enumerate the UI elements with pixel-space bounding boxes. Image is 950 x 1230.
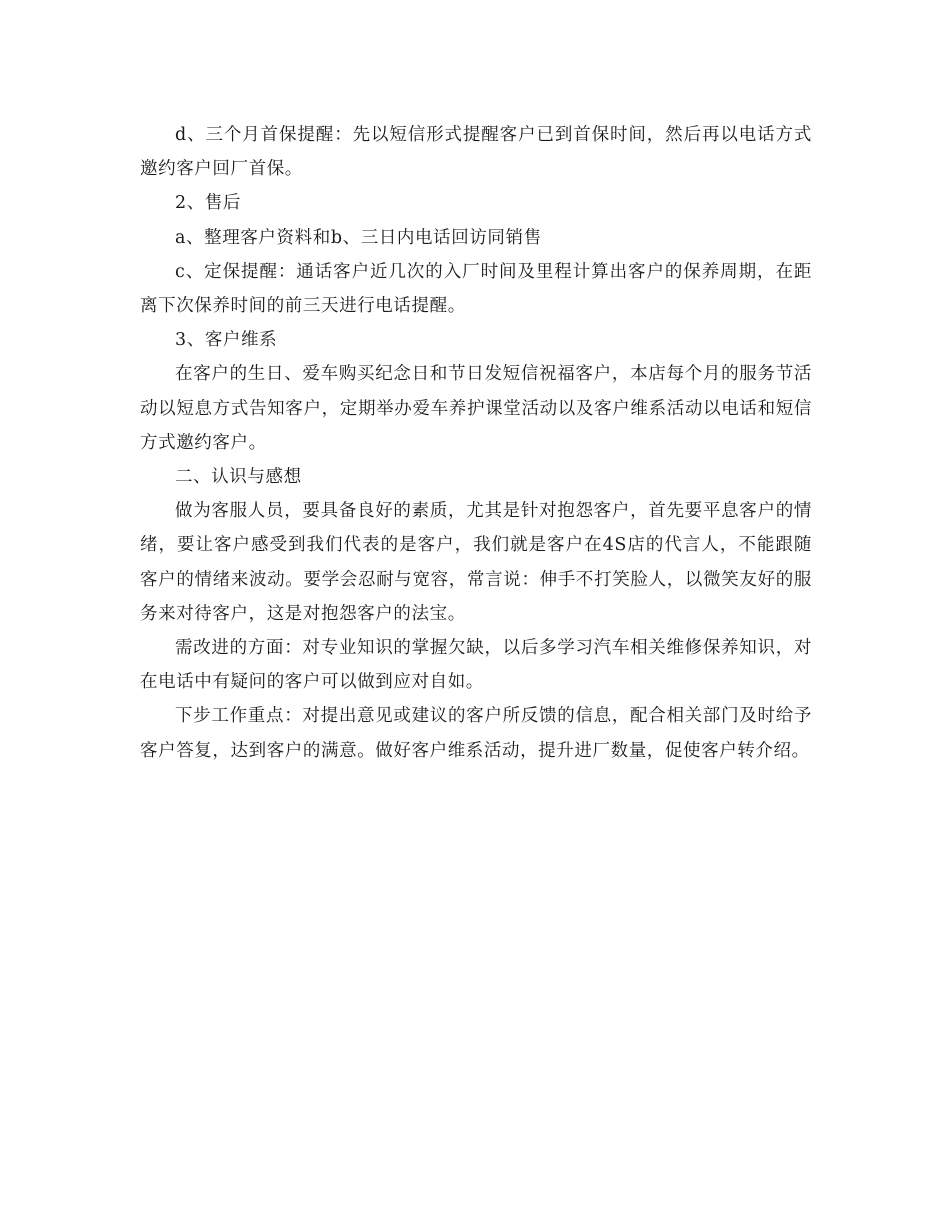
paragraph-first-service-reminder: d、三个月首保提醒：先以短信形式提醒客户已到首保时间，然后再以电话方式邀约客户回厂首保。	[140, 125, 812, 180]
paragraph-improvements: 需改进的方面：对专业知识的掌握欠缺，以后多学习汽车相关维修保养知识，对在电话中有疑问的客户可以做到应对自如。	[140, 638, 812, 693]
paragraph-scheduled-maintenance-reminder: c、定保提醒：通话客户近几次的入厂时间及里程计算出客户的保养周期，在距离下次保养时间的前三天进行电话提醒。	[140, 261, 812, 317]
paragraph-service-attitude: 做为客服人员，要具备良好的素质，尤其是针对抱怨客户，首先要平息客户的情绪，要让客户感受到我们代表的是客户，我们就是客户在4S店的代言人，不能跟随客户的情绪来波动。要学会忍耐与宽容，常言说：伸手不打笑脸人，以微笑友好的服务来对待客户，这是对抱怨客户的法宝。	[140, 501, 812, 624]
paragraph-next-steps: 下步工作重点：对提出意见或建议的客户所反馈的信息，配合相关部门及时给予客户答复，达到客户的满意。做好客户维系活动，提升进厂数量，促使客户转介绍。	[140, 706, 812, 761]
document-body	[140, 118, 812, 768]
paragraph-customer-data-callback: a、整理客户资料和b、三日内电话回访同销售	[175, 227, 542, 248]
paragraph-customer-relations: 在客户的生日、爱车购买纪念日和节日发短信祝福客户，本店每个月的服务节活动以短息方式告知客户，定期举办爱车养护课堂活动以及客户维系活动以电话和短信方式邀约客户。	[140, 364, 812, 453]
heading-after-sales: 2、售后	[175, 193, 242, 214]
heading-insights: 二、认识与感想	[175, 467, 302, 488]
heading-customer-relations: 3、客户维系	[175, 330, 278, 351]
